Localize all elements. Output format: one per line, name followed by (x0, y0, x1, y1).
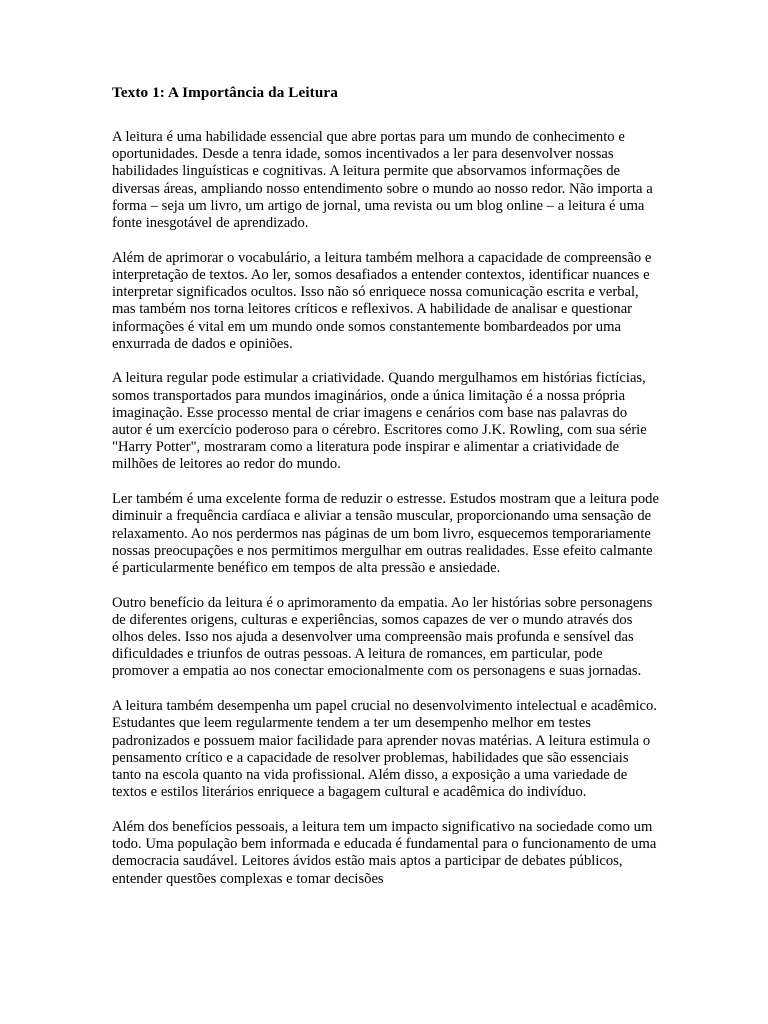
document-body (112, 84, 660, 888)
paragraph: A leitura também desempenha um papel crucial no desenvolvimento intelectual e acadêmico. Estudantes que leem regularmente tendem a ter um desempenho melhor em testes padronizados e possuem maior facilidade para aprender novas matérias. A leitura estimula o pensamento crítico e a capacidade de resolver problemas, habilidades que são essenciais tanto na escola quanto na vida profissional. Além disso, a exposição a uma variedade de textos e estilos literários enriquece a bagagem cultural e acadêmica do indivíduo. (112, 698, 657, 801)
page-title: Texto 1: A Importância da Leitura (112, 84, 338, 101)
paragraph: Além de aprimorar o vocabulário, a leitura também melhora a capacidade de compreensão e interpretação de textos. Ao ler, somos desafiados a entender contextos, identificar nuances e interpretar significados ocultos. Isso não só enriquece nossa comunicação escrita e verbal, mas também nos torna leitores críticos e reflexivos. A habilidade de analisar e questionar informações é vital em um mundo onde somos constantemente bombardeados por uma enxurrada de dados e opiniões. (112, 249, 652, 352)
paragraph: A leitura regular pode estimular a criatividade. Quando mergulhamos em histórias fictícias, somos transportados para mundos imaginários, onde a única limitação é a nossa própria imaginação. Esse processo mental de criar imagens e cenários com base nas palavras do autor é um exercício poderoso para o cérebro. Escritores como J.K. Rowling, com sua série "Harry Potter", mostraram como a literatura pode inspirar e alimentar a criatividade de milhões de leitores ao redor do mundo. (112, 370, 647, 473)
paragraph: A leitura é uma habilidade essencial que abre portas para um mundo de conhecimento e oportunidades. Desde a tenra idade, somos incentivados a ler para desenvolver nossas habilidades linguísticas e cognitivas. A leitura permite que absorvamos informações de diversas áreas, ampliando nosso entendimento sobre o mundo ao nosso redor. Não importa a forma – seja um livro, um artigo de jornal, uma revista ou um blog online – a leitura é uma fonte inesgotável de aprendizado. (112, 129, 653, 232)
paragraph: Outro benefício da leitura é o aprimoramento da empatia. Ao ler histórias sobre personagens de diferentes origens, culturas e experiências, somos capazes de ver o mundo através dos olhos deles. Isso nos ajuda a desenvolver uma compreensão mais profunda e sensível das dificuldades e triunfos de outras pessoas. A leitura de romances, em particular, pode promover a empatia ao nos conectar emocionalmente com os personagens e suas jornadas. (112, 594, 653, 680)
paragraph: Além dos benefícios pessoais, a leitura tem um impacto significativo na sociedade como um todo. Uma população bem informada e educada é fundamental para o funcionamento de uma democracia saudável. Leitores ávidos estão mais aptos a participar de debates públicos, entender questões complexas e tomar decisões (112, 818, 657, 887)
paragraph: Ler também é uma excelente forma de reduzir o estresse. Estudos mostram que a leitura pode diminuir a frequência cardíaca e aliviar a tensão muscular, proporcionando uma sensação de relaxamento. Ao nos perdermos nas páginas de um bom livro, esquecemos temporariamente nossas preocupações e nos permitimos mergulhar em outras realidades. Esse efeito calmante é particularmente benéfico em tempos de alta pressão e ansiedade. (112, 491, 659, 576)
